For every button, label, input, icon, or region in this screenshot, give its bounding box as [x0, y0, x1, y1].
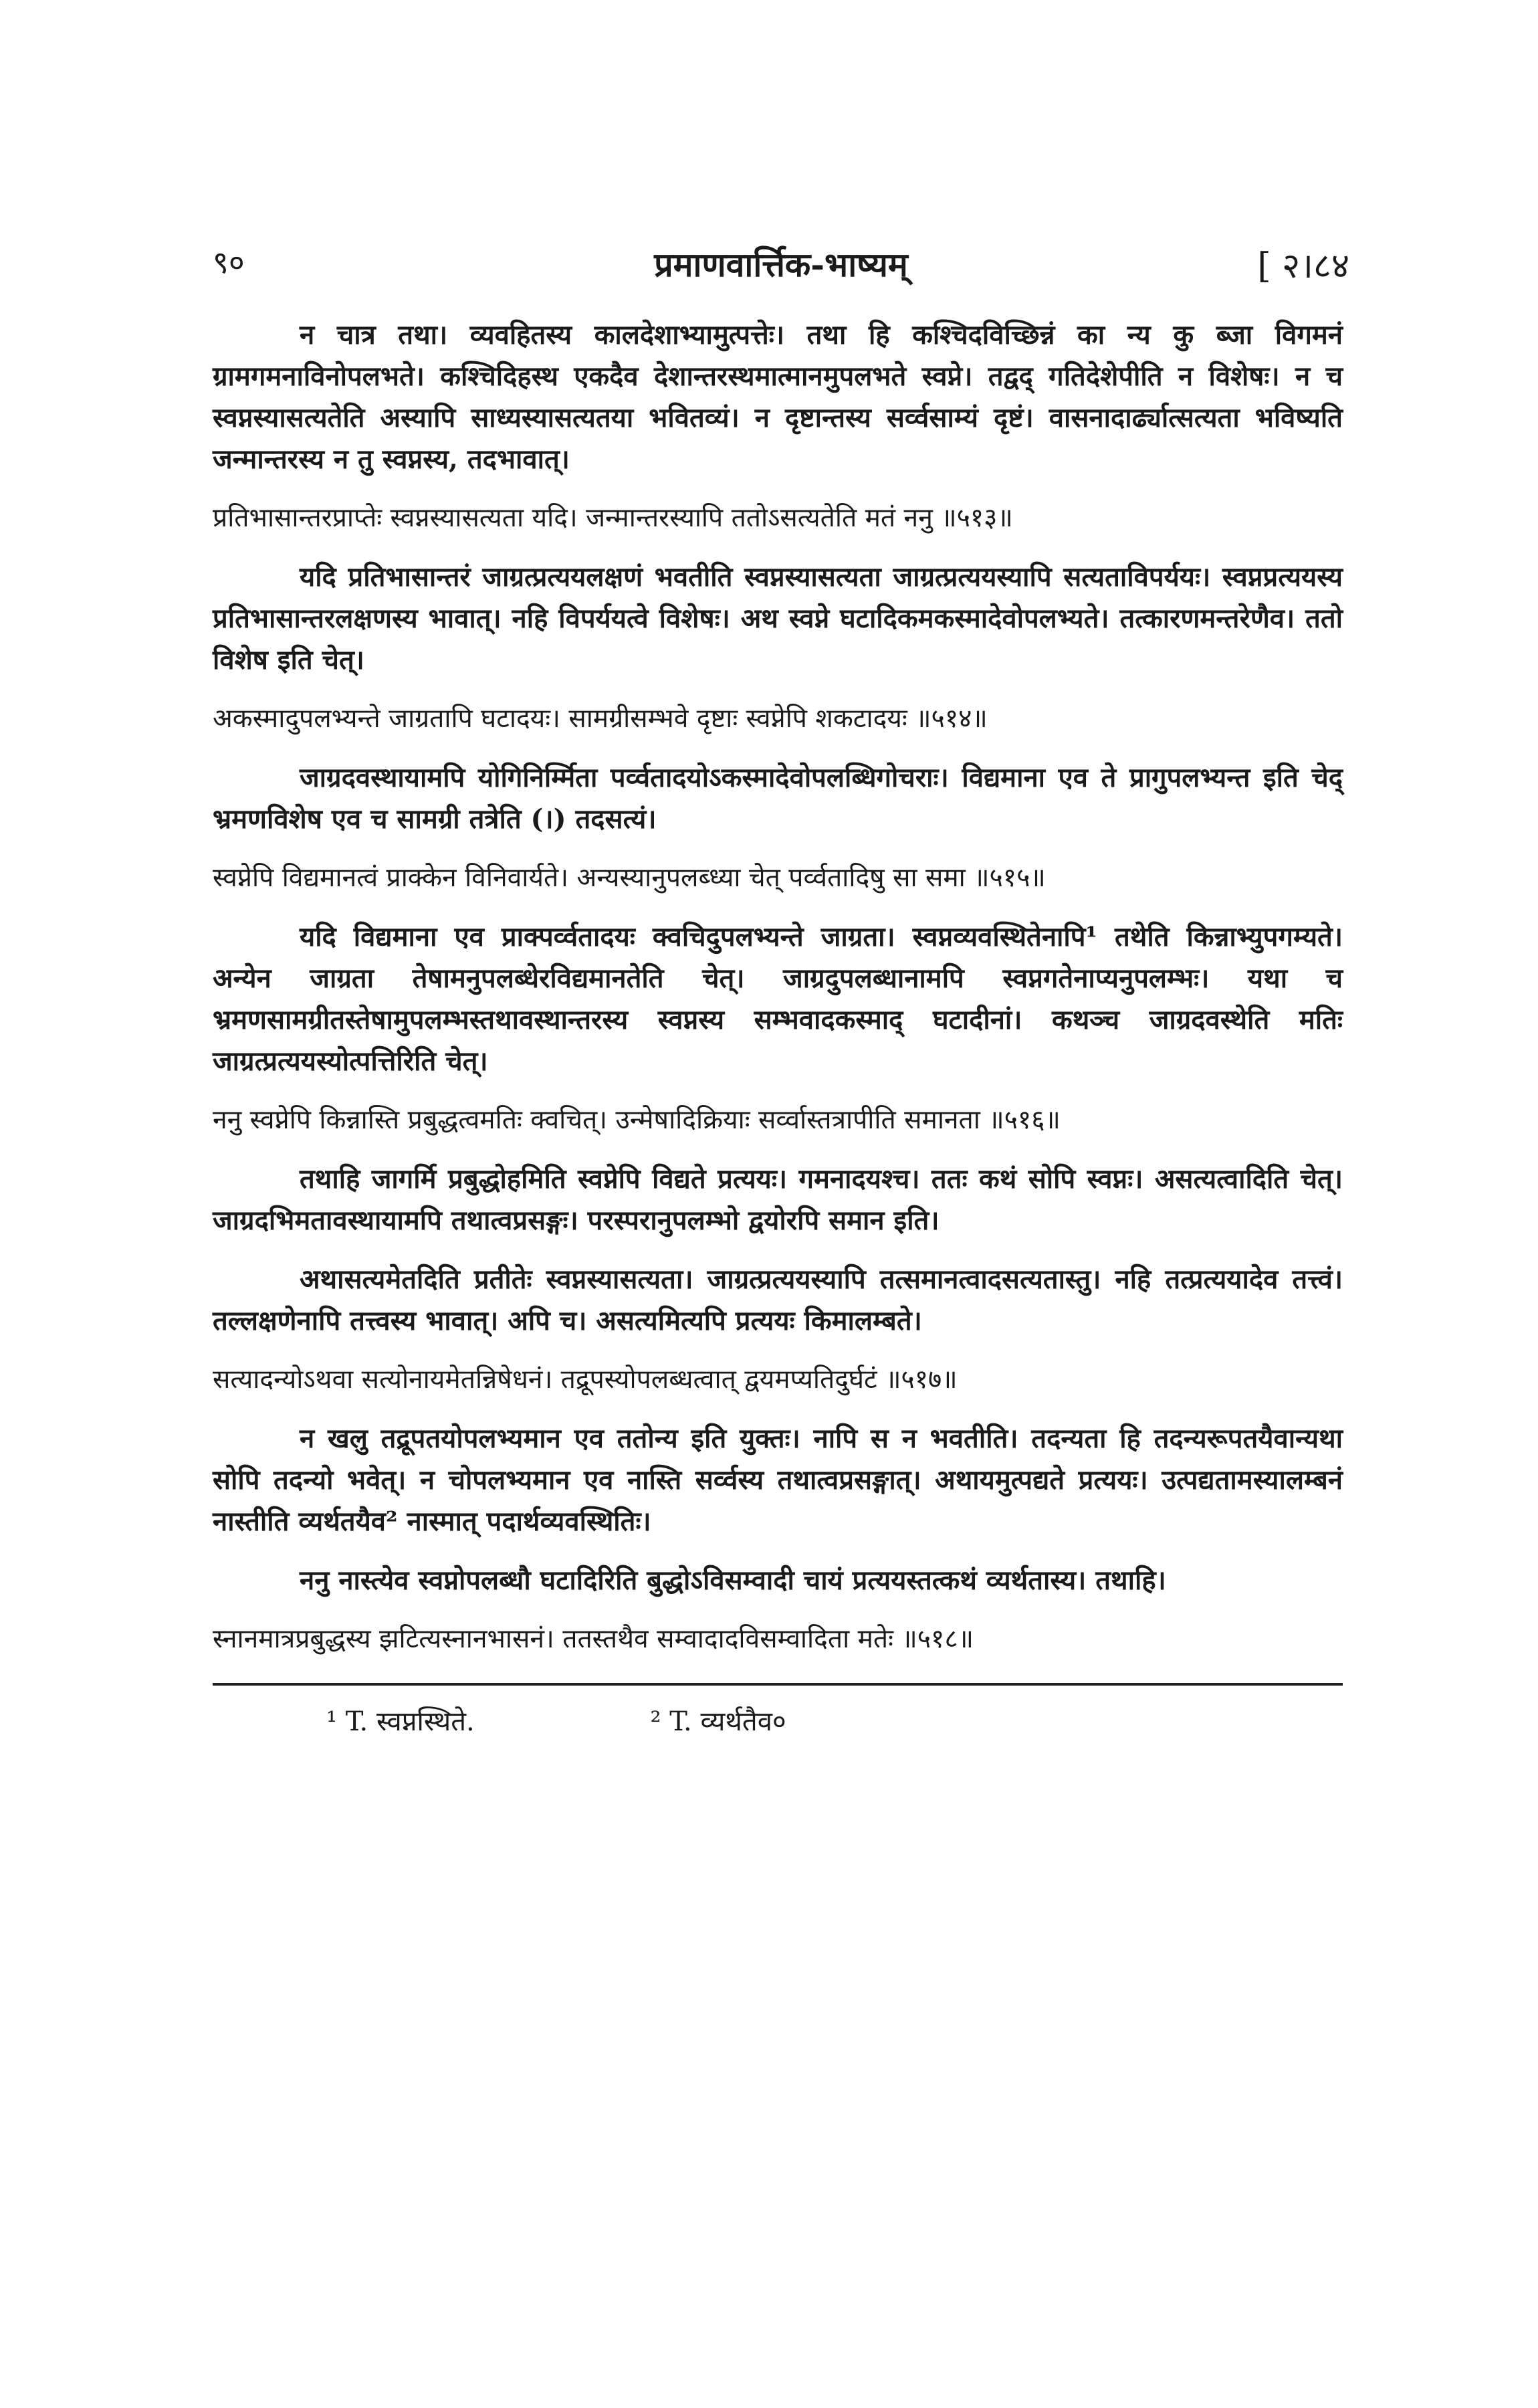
verse-513: प्रतिभासान्तरप्राप्तेः स्वप्नस्यासत्यता यदि। जन्मान्तरस्यापि ततोऽसत्यतेति मतं ननु ॥५१३॥ [213, 503, 1013, 533]
verse-518: स्नानमात्रप्रबुद्धस्य झटित्यस्नानभासनं। ततस्तथैव सम्वादादविसम्वादिता मतेः ॥५१८॥ [213, 1624, 974, 1654]
page-header [213, 241, 1349, 294]
verse-515: स्वप्नेपि विद्यमानत्वं प्राक्केन विनिवार्यते। अन्यस्यानुपलब्ध्या चेत् पर्व्वतादिषु सा समा ॥५१५॥ [213, 863, 1046, 893]
commentary-paragraph: यदि प्रतिभासान्तरं जाग्रत्प्रत्ययलक्षणं भवतीति स्वप्नस्यासत्यता जाग्रत्प्रत्ययस्यापि सत्यताविपर्ययः। स्वप्नप्रत्ययस्य प्रतिभासान्तरलक्षणस्य भावात्। नहि विपर्ययत्वे विशेषः। अथ स्वप्ने घटादिकमकस्मादेवोपलभ्यते। तत्कारणमन्तरेणैव। ततो विशेष इति चेत्। [213, 561, 1343, 676]
running-title: प्रमाणवार्त्तिक-भाष्यम् [654, 245, 908, 284]
footnotes [213, 1702, 1343, 1738]
commentary-paragraph: ननु नास्त्येव स्वप्नोपलब्धौ घटादिरिति बुद्धोऽविसम्वादी चायं प्रत्ययस्तत्कथं व्यर्थतास्य। तथाहि। [300, 1565, 1166, 1596]
footnote-1: ¹ T. स्वप्नस्थिते. [326, 1706, 475, 1737]
commentary-paragraph: जाग्रदवस्थायामपि योगिनिर्म्मिता पर्व्वतादयोऽकस्मादेवोपलब्धिगोचराः। विद्यमाना एव ते प्रागुपलभ्यन्त इति चेद् भ्रमणविशेष एव च सामग्री तत्रेति (।) तदसत्यं। [213, 762, 1343, 835]
commentary-paragraph: न चात्र तथा। व्यवहितस्य कालदेशाभ्यामुत्पत्तेः। तथा हि कश्चिदविच्छिन्नं का न्य कु ब्जा विगमनं ग्रामगमनाविनोपलभते। कश्चिदिहस्थ एकदैव देशान्तरस्थमात्मानमुपलभते स्वप्ने। तद्वद् गतिदेशेपीति न विशेषः। न च स्वप्नस्यासत्यतेति अस्यापि साध्यस्यासत्यतया भवितव्यं। न दृष्टान्तस्य सर्व्वसाम्यं दृष्टं। वासनादार्ढ्यात्सत्यता भविष्यति जन्मान्तरस्य न तु स्वप्नस्य, तदभावात्। [213, 319, 1343, 475]
verse-516: ननु स्वप्नेपि किन्नास्ति प्रबुद्धत्वमतिः क्वचित्। उन्मेषादिक्रियाः सर्व्वास्तत्रापीति समानता ॥५१६॥ [213, 1105, 1061, 1135]
verse-514: अकस्मादुपलभ्यन्ते जाग्रतापि घटादयः। सामग्रीसम्भवे दृष्टाः स्वप्नेपि शकटादयः ॥५१४॥ [213, 704, 988, 734]
page-number: ९० [213, 244, 245, 280]
section-marker: [ २।८४ [1257, 246, 1349, 286]
footnote-2: ² T. व्यर्थतैव० [650, 1706, 786, 1737]
commentary-paragraph: न खलु तद्रूपतयोपलभ्यमान एव ततोन्य इति युक्तः। नापि स न भवतीति। तदन्यता हि तदन्यरूपतयैवान्यथा सोपि तदन्यो भवेत्। न चोपलभ्यमान एव नास्ति सर्व्वस्य तथात्वप्रसङ्गात्। अथायमुत्पद्यते प्रत्ययः। उत्पद्यतामस्यालम्बनं नास्तीति व्यर्थतयैव² नास्मात् पदार्थव्यवस्थितिः। [213, 1423, 1343, 1537]
commentary-paragraph: यदि विद्यमाना एव प्राक्पर्व्वतादयः क्वचिदुपलभ्यन्ते जाग्रता। स्वप्नव्यवस्थितेनापि¹ तथेति किन्नाभ्युपगम्यते। अन्येन जाग्रता तेषामनुपलब्धेरविद्यमानतेति चेत्। जाग्रदुपलब्धानामपि स्वप्नगतेनाप्यनुपलम्भः। यथा च भ्रमणसामग्रीतस्तेषामुपलम्भस्तथावस्थान्तरस्य स्वप्नस्य सम्भवादकस्माद् घटादीनां। कथञ्च जाग्रदवस्थेति मतिः जाग्रत्प्रत्ययस्योत्पत्तिरिति चेत्। [213, 921, 1343, 1077]
footnote-divider [213, 1683, 1343, 1686]
commentary-paragraph: तथाहि जागर्मि प्रबुद्धोहमिति स्वप्नेपि विद्यते प्रत्ययः। गमनादयश्च। ततः कथं सोपि स्वप्नः। असत्यत्वादिति चेत्। जाग्रदभिमतावस्थायामपि तथात्वप्रसङ्गः। परस्परानुपलम्भो द्वयोरपि समान इति। [213, 1163, 1343, 1236]
commentary-paragraph: अथासत्यमेतदिति प्रतीतेः स्वप्नस्यासत्यता। जाग्रत्प्रत्ययस्यापि तत्समानत्वादसत्यतास्तु। नहि तत्प्रत्ययादेव तत्त्वं। तल्लक्षणेनापि तत्त्वस्य भावात्। अपि च। असत्यमित्यपि प्रत्ययः किमालम्बते। [213, 1264, 1343, 1336]
page-body [213, 314, 1343, 1738]
verse-517: सत्यादन्योऽथवा सत्योनायमेतन्निषेधनं। तद्रूपस्योपलब्धत्वात् द्वयमप्यतिदुर्घटं ॥५१७॥ [213, 1365, 958, 1395]
